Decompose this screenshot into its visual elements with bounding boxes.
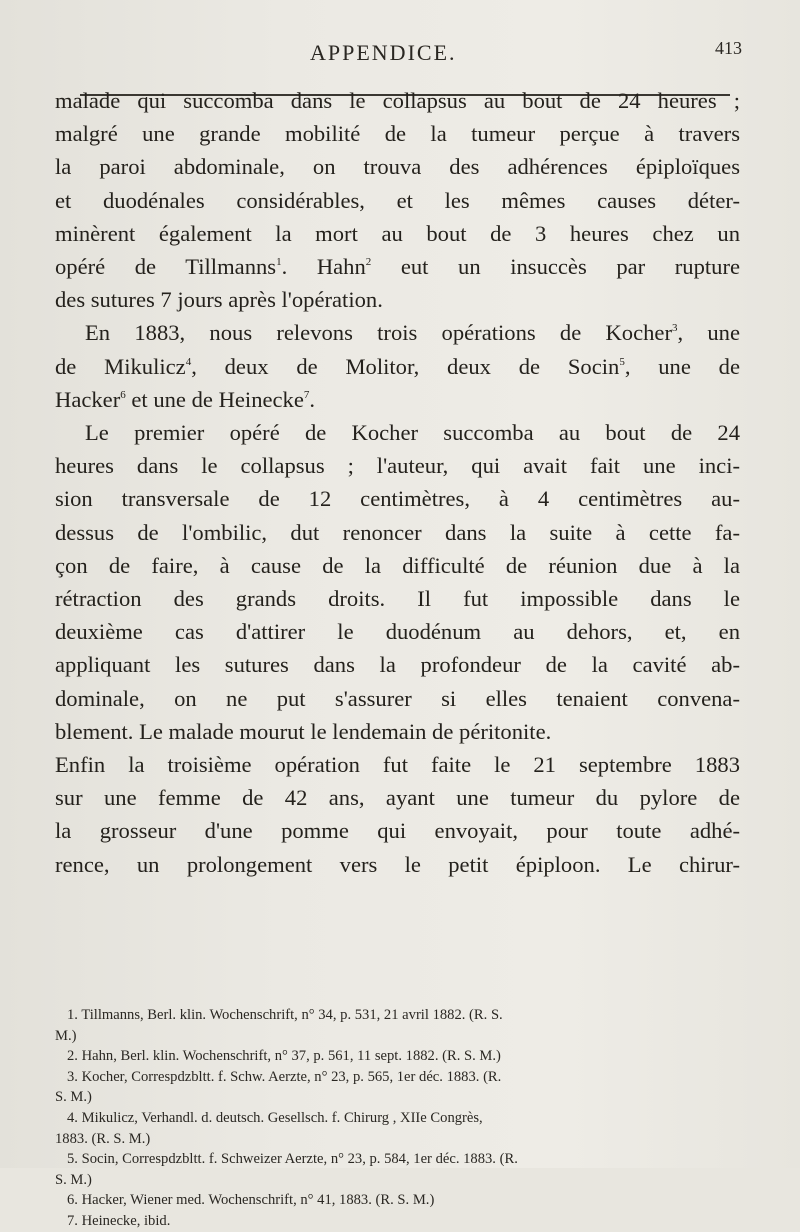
text-fragment: . — [309, 386, 316, 412]
text-line: opéré de Tillmanns$^1$. Hahn$^2$ eut un insuccès par rupture — [55, 254, 740, 280]
footnote-continuation: S. M.) — [55, 1089, 92, 1106]
text-line: çon de faire, à cause de la difficulté de réunion due à la — [55, 552, 740, 578]
text-fragment: Hahn — [316, 254, 366, 280]
text-line: sion transversale de 12 centimètres, à 4 centimètres au- — [55, 486, 740, 512]
text-line: Enfin la troisième opération fut faite le 21 septembre 1883 — [55, 752, 740, 778]
running-head — [0, 38, 800, 78]
text-line: malgré une grande mobilité de la tumeur perçue à travers — [55, 121, 740, 147]
footnote: 6. Hacker, Wiener med. Wochenschrift, n° 41, 1883. (R. S. M.) — [67, 1192, 435, 1209]
text-line: Le premier opéré de Kocher succomba au bout de 24 — [85, 420, 740, 446]
footnote: 4. Mikulicz, Verhandl. d. deutsch. Gesellsch. f. Chirurg , XIIe Congrès, — [67, 1109, 483, 1126]
text-line: blement. Le malade mourut le lendemain de péritonite. — [55, 718, 552, 744]
text-fragment: Hacker — [55, 386, 121, 412]
text-fragment: opéré de Tillmanns — [55, 254, 277, 280]
text-fragment: eut un insuccès par rupture — [371, 254, 740, 280]
footnote-ref: 5 — [619, 355, 625, 368]
text-line: sur une femme de 42 ans, ayant une tumeur du pylore de — [55, 785, 740, 811]
text-line: des sutures 7 jours après l'opération. — [55, 287, 383, 313]
footnote-ref: 2 — [365, 256, 372, 269]
footnote-ref: 1 — [276, 256, 282, 269]
text-line: deuxième cas d'attirer le duodénum au dehors, et, en — [55, 619, 740, 645]
footnote-continuation: M.) — [55, 1027, 77, 1044]
text-fragment: En 1883, nous relevons trois opérations de Kocher — [85, 320, 672, 346]
footnote: 2. Hahn, Berl. klin. Wochenschrift, n° 37, p. 561, 11 sept. 1882. (R. S. M.) — [67, 1048, 501, 1065]
text-line — [55, 350, 740, 383]
footnote-continuation: 1883. (R. S. M.) — [55, 1130, 151, 1147]
footnote: 1. Tillmanns, Berl. klin. Wochenschrift, n° 34, p. 531, 21 avril 1882. (R. S. — [67, 1007, 503, 1023]
text-fragment: , deux de Molitor, deux de Socin — [191, 353, 620, 379]
text-line: minèrent également la mort au bout de 3 heures chez un — [55, 220, 740, 246]
footnote: 3. Kocher, Correspdzbltt. f. Schw. Aerzte, n° 23, p. 565, 1er déc. 1883. (R. — [67, 1068, 502, 1085]
footnote-ref: 6 — [120, 388, 126, 401]
text-fragment: et une de Heinecke — [125, 386, 304, 412]
text-fragment: , une — [677, 320, 741, 346]
text-line: la paroi abdominale, on trouva des adhérences épiploïques — [55, 154, 740, 180]
text-line: heures dans le collapsus ; l'auteur, qui avait fait une inci- — [55, 453, 740, 479]
footnotes — [55, 1005, 745, 1232]
text-line: rétraction des grands droits. Il fut impossible dans le — [55, 586, 740, 612]
footnote-ref: 7 — [303, 388, 310, 401]
text-line — [55, 383, 740, 416]
footnote-ref: 4 — [185, 355, 192, 368]
body-text — [55, 84, 740, 881]
text-fragment: de Mikulicz — [55, 353, 186, 379]
footnote-continuation: S. M.) — [55, 1171, 92, 1188]
text-line: rence, un prolongement vers le petit épiploon. Le chirur- — [55, 851, 740, 877]
text-line — [55, 316, 740, 349]
footnote: 7. Heinecke, ibid. — [67, 1212, 171, 1229]
text-line: la grosseur d'une pomme qui envoyait, pour toute adhé- — [55, 818, 740, 844]
footnote: 5. Socin, Correspdzbltt. f. Schweizer Aerzte, n° 23, p. 584, 1er déc. 1883. (R. — [67, 1151, 518, 1168]
text-line: dominale, on ne put s'assurer si elles tenaient convena- — [55, 685, 740, 711]
text-line: et duodénales considérables, et les mêmes causes déter- — [55, 187, 740, 213]
page-number: 413 — [715, 38, 742, 58]
text-line: dessus de l'ombilic, dut renoncer dans la suite à cette fa- — [55, 519, 740, 545]
footnote-ref: 3 — [671, 322, 678, 335]
text-line: appliquant les sutures dans la profondeur de la cavité ab- — [55, 652, 740, 678]
running-title: APPENDICE. — [310, 40, 457, 65]
text-fragment: , une de — [624, 353, 740, 379]
text-line: malade qui succomba dans le collapsus au bout de 24 heures ; — [55, 88, 740, 113]
